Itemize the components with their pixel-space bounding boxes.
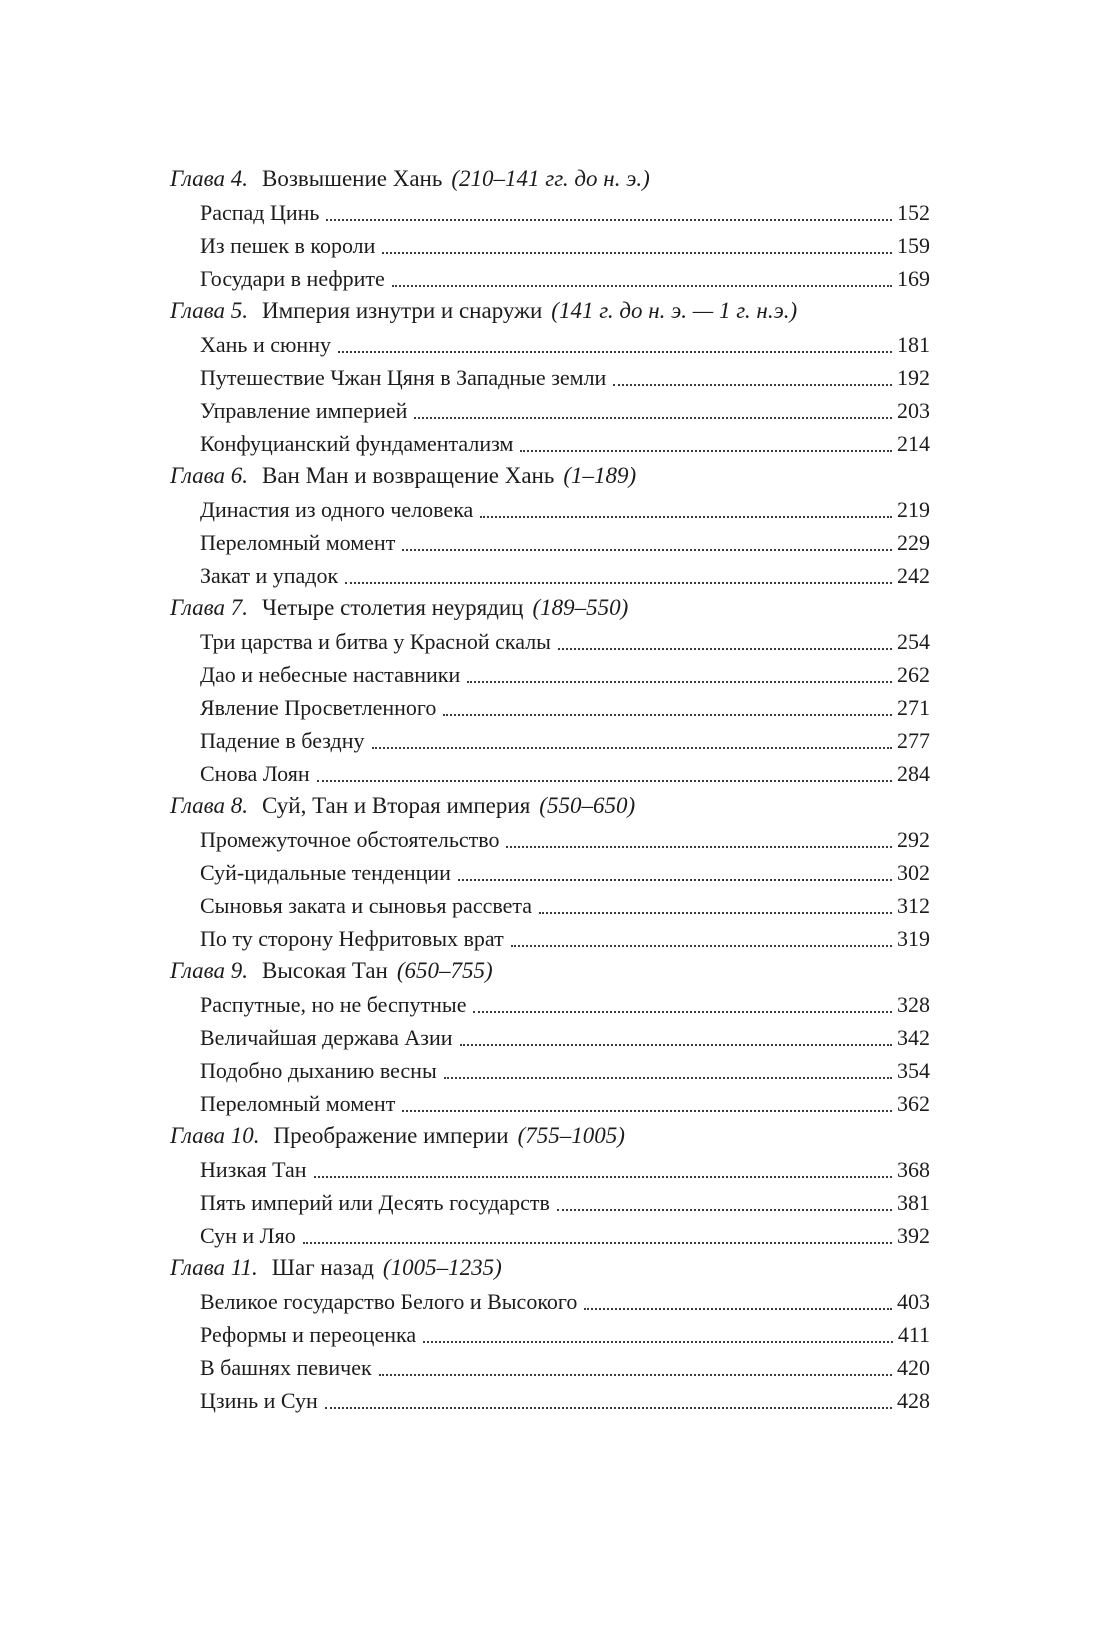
leader-dots [444,1077,892,1079]
entry-title: Переломный момент [200,530,396,555]
entry-page-number: 181 [897,332,930,357]
leader-dots [379,1374,892,1376]
chapter-label: Глава 10. [170,1123,260,1148]
toc-entry [170,690,930,723]
leader-dots [402,1110,892,1112]
entry-page-number: 368 [897,1157,930,1182]
entry-page-number: 284 [897,761,930,786]
chapter-block [170,1251,930,1416]
leader-dots [467,681,892,683]
entry-page-number: 262 [897,662,930,687]
chapter-title: Империя изнутри и снаружи [262,298,543,323]
entry-page-number: 328 [897,992,930,1017]
toc-entry [170,195,930,228]
leader-dots [584,1308,892,1310]
toc-entry [170,855,930,888]
entry-title: Явление Просветленного [200,695,437,720]
toc-entry [170,261,930,294]
chapter-dates: (141 г. до н. э. — 1 г. н.э.) [551,298,798,323]
chapter-label: Глава 7. [170,595,248,620]
entry-page-number: 292 [897,827,930,852]
chapter-title: Шаг назад [271,1255,374,1280]
leader-dots [458,879,892,881]
leader-dots [414,417,892,419]
chapter-label: Глава 5. [170,298,248,323]
toc-entry [170,1086,930,1119]
entry-page-number: 219 [897,497,930,522]
entry-page-number: 254 [897,629,930,654]
entry-page-number: 302 [897,860,930,885]
entry-page-number: 381 [897,1190,930,1215]
entry-title: Цзинь и Сун [200,1388,318,1413]
leader-dots [382,252,892,254]
chapter-label: Глава 4. [170,166,248,191]
leader-dots [392,285,892,287]
chapter-title: Четыре столетия неурядиц [262,595,524,620]
toc-entry [170,228,930,261]
entry-page-number: 319 [897,926,930,951]
chapter-heading [170,162,930,195]
entry-title: Закат и упадок [200,563,339,588]
leader-dots [557,1209,892,1211]
entry-title: Подобно дыханию весны [200,1058,437,1083]
entry-page-number: 312 [897,893,930,918]
toc-entry [170,1152,930,1185]
chapter-dates: (650–755) [396,958,493,983]
entry-title: В башнях певичек [200,1355,372,1380]
leader-dots [317,780,892,782]
leader-dots [325,1407,892,1409]
entry-title: Падение в бездну [200,728,365,753]
entry-title: Управление империей [200,398,408,423]
entry-page-number: 169 [897,266,930,291]
entry-title: Низкая Тан [200,1157,307,1182]
chapter-title: Ван Ман и возвращение Хань [262,463,555,488]
leader-dots [326,219,892,221]
chapter-block [170,459,930,591]
entry-page-number: 392 [897,1223,930,1248]
toc-entry [170,1020,930,1053]
toc-entry [170,1383,930,1416]
toc-entry [170,1350,930,1383]
leader-dots [443,714,892,716]
chapter-title: Возвышение Хань [262,166,443,191]
toc-entry [170,921,930,954]
chapter-dates: (755–1005) [517,1123,625,1148]
toc-entry [170,1284,930,1317]
entry-title: Из пешек в короли [200,233,376,258]
toc-entry [170,393,930,426]
chapter-block [170,789,930,954]
toc-entry [170,327,930,360]
chapter-label: Глава 8. [170,793,248,818]
leader-dots [539,912,892,914]
chapter-block [170,954,930,1119]
entry-title: Величайшая держава Азии [200,1025,453,1050]
entry-title: Три царства и битва у Красной скалы [200,629,551,654]
chapter-block [170,294,930,459]
chapter-heading [170,294,930,327]
toc-entry [170,1185,930,1218]
chapter-dates: (1–189) [563,463,637,488]
toc-entry [170,525,930,558]
toc-entry [170,1218,930,1251]
entry-title: Промежуточное обстоятельство [200,827,500,852]
chapter-heading [170,1119,930,1152]
toc-entry [170,756,930,789]
entry-page-number: 159 [897,233,930,258]
toc-entry [170,1317,930,1350]
toc-entry [170,822,930,855]
leader-dots [423,1341,893,1343]
chapter-title: Высокая Тан [262,958,388,983]
toc-entry [170,558,930,591]
toc-entry [170,657,930,690]
leader-dots [345,582,892,584]
chapter-heading [170,954,930,987]
entry-title: По ту сторону Нефритовых врат [200,926,504,951]
toc-entry [170,1053,930,1086]
table-of-contents [170,162,930,1416]
entry-page-number: 420 [897,1355,930,1380]
leader-dots [372,747,892,749]
leader-dots [473,1011,892,1013]
entry-page-number: 242 [897,563,930,588]
leader-dots [511,945,892,947]
entry-page-number: 428 [897,1388,930,1413]
entry-title: Династия из одного человека [200,497,474,522]
chapter-heading [170,1251,930,1284]
chapter-block [170,1119,930,1251]
chapter-dates: (210–141 гг. до н. э.) [451,166,650,191]
entry-page-number: 277 [897,728,930,753]
entry-title: Снова Лоян [200,761,310,786]
toc-entry [170,987,930,1020]
leader-dots [460,1044,892,1046]
entry-title: Конфуцианский фундаментализм [200,431,514,456]
entry-title: Сыновья заката и сыновья рассвета [200,893,533,918]
toc-entry [170,723,930,756]
chapter-dates: (1005–1235) [382,1255,502,1280]
entry-page-number: 203 [897,398,930,423]
entry-page-number: 403 [897,1289,930,1314]
leader-dots [402,549,892,551]
entry-page-number: 214 [897,431,930,456]
chapter-heading [170,591,930,624]
entry-title: Путешествие Чжан Цяня в Западные земли [200,365,607,390]
entry-page-number: 362 [897,1091,930,1116]
leader-dots [558,648,892,650]
entry-page-number: 229 [897,530,930,555]
chapter-label: Глава 9. [170,958,248,983]
leader-dots [613,384,892,386]
entry-title: Хань и сюнну [200,332,331,357]
entry-title: Пять империй или Десять государств [200,1190,550,1215]
leader-dots [506,846,892,848]
entry-page-number: 411 [897,1322,930,1347]
entry-title: Реформы и переоценка [200,1322,417,1347]
entry-page-number: 354 [897,1058,930,1083]
entry-title: Государи в нефрите [200,266,385,291]
entry-title: Распутные, но не беспутные [200,992,467,1017]
toc-entry [170,624,930,657]
toc-entry [170,492,930,525]
leader-dots [480,516,892,518]
leader-dots [338,351,892,353]
leader-dots [314,1176,892,1178]
chapter-title: Преображение империи [273,1123,509,1148]
entry-title: Переломный момент [200,1091,396,1116]
chapter-label: Глава 6. [170,463,248,488]
chapter-dates: (550–650) [539,793,636,818]
entry-title: Великое государство Белого и Высокого [200,1289,578,1314]
chapter-dates: (189–550) [532,595,629,620]
entry-title: Распад Цинь [200,200,320,225]
chapter-heading [170,789,930,822]
leader-dots [520,450,892,452]
toc-entry [170,888,930,921]
chapter-title: Суй, Тан и Вторая империя [262,793,531,818]
chapter-label: Глава 11. [170,1255,258,1280]
entry-title: Суй-цидальные тенденции [200,860,451,885]
toc-entry [170,426,930,459]
chapter-block [170,162,930,294]
entry-page-number: 192 [897,365,930,390]
leader-dots [303,1242,892,1244]
entry-title: Дао и небесные наставники [200,662,461,687]
chapter-block [170,591,930,789]
entry-title: Сун и Ляо [200,1223,296,1248]
chapter-heading [170,459,930,492]
entry-page-number: 342 [897,1025,930,1050]
entry-page-number: 271 [897,695,930,720]
entry-page-number: 152 [897,200,930,225]
toc-entry [170,360,930,393]
